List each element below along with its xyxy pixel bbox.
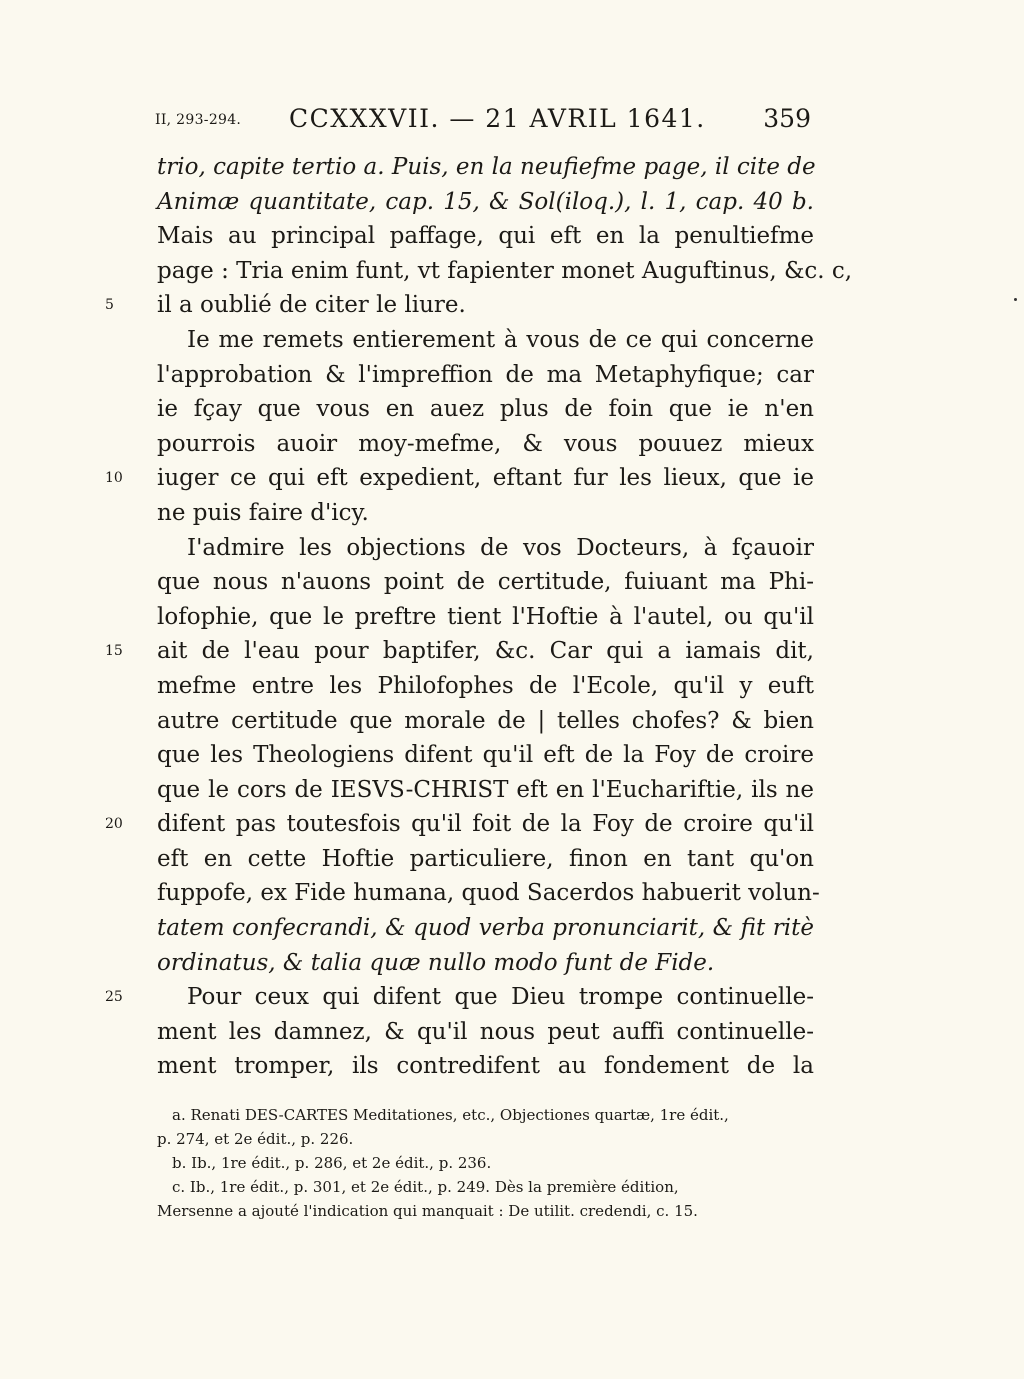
- margin-speck: [1014, 298, 1017, 301]
- header-title: CCXXXVII. — 21 AVRIL 1641.: [289, 104, 706, 133]
- line-text: ne puis faire d'icy.: [157, 499, 369, 526]
- footnotes: [157, 1103, 814, 1223]
- line-text: tatem confecrandi, & quod verba pronunciarit, & fit ritè: [157, 915, 814, 942]
- text-line: [157, 911, 814, 946]
- footnote-b: b. Ib., 1re édit., p. 286, et 2e édit., p. 236.: [172, 1154, 492, 1172]
- line-text: I'admire les objections de vos Docteurs, à fçauoir: [187, 534, 814, 561]
- text-line: [157, 946, 814, 981]
- text-line: [105, 807, 814, 842]
- main-text: [105, 150, 853, 1084]
- line-text: autre certitude que morale de | telles chofes? & bien: [157, 707, 814, 734]
- text-line: [157, 254, 853, 289]
- line-text: ordinatus, & talia quæ nullo modo funt de Fide.: [157, 949, 715, 976]
- page-number: 359: [763, 104, 811, 133]
- line-text: que nous n'auons point de certitude, fuiuant ma Phi-: [157, 569, 814, 596]
- line-text: ie fçay que vous en auez plus de foin que ie n'en: [157, 396, 814, 423]
- text-line: [157, 392, 814, 427]
- line-text: Ie me remets entierement à vous de ce qui concerne: [187, 326, 814, 353]
- text-line: [105, 461, 814, 496]
- line-number: 25: [105, 989, 123, 1006]
- text-line: [157, 427, 814, 462]
- line-text: l'approbation & l'impreffion de ma Metaphyfique; car: [157, 361, 814, 388]
- line-text: Animæ quantitate, cap. 15, & Sol(iloq.), l. 1, cap. 40 b.: [157, 188, 814, 215]
- text-line: [157, 600, 814, 635]
- footnote-c: c. Ib., 1re édit., p. 301, et 2e édit., p. 249. Dès la première édition,: [172, 1178, 679, 1196]
- text-line: [157, 876, 820, 911]
- line-number: 15: [105, 643, 123, 660]
- text-line: [157, 496, 814, 531]
- line-text: difent pas toutesfois qu'il foit de la Foy de croire qu'il: [157, 811, 814, 838]
- text-line: [157, 704, 814, 739]
- text-line: [157, 358, 814, 393]
- line-text: ment les damnez, & qu'il nous peut auffi continuelle-: [157, 1018, 814, 1045]
- line-text: eft en cette Hoftie particuliere, finon en tant qu'on: [157, 845, 814, 872]
- line-text: iuger ce qui eft expedient, eftant fur les lieux, que ie: [157, 465, 814, 492]
- text-line: [157, 219, 814, 254]
- text-line: [157, 150, 814, 185]
- line-text: que les Theologiens difent qu'il eft de la Foy de croire: [157, 742, 814, 769]
- text-line: [157, 323, 814, 358]
- text-line: [157, 1015, 814, 1050]
- text-line: [157, 565, 814, 600]
- text-line: [157, 669, 814, 704]
- text-line: [157, 531, 814, 566]
- text-line: [157, 842, 814, 877]
- line-number: 10: [105, 470, 123, 487]
- line-text: ait de l'eau pour baptifer, &c. Car qui a iamais dit,: [157, 638, 814, 665]
- text-line: [105, 634, 814, 669]
- line-text: page : Tria enim funt, vt fapienter monet Auguftinus, &c. c,: [157, 257, 853, 284]
- footnote-a: a. Renati DES-CARTES Meditationes, etc., Objectiones quartæ, 1re édit.,: [172, 1106, 729, 1124]
- text-line: [157, 185, 814, 220]
- line-number: 20: [105, 816, 123, 833]
- line-text: lofophie, que le preftre tient l'Hoftie à l'autel, ou qu'il: [157, 603, 814, 630]
- line-text: fuppofe, ex Fide humana, quod Sacerdos habuerit volun-: [157, 880, 820, 907]
- footnote-c-continued: Mersenne a ajouté l'indication qui manquait : De utilit. credendi, c. 15.: [157, 1202, 698, 1220]
- line-text: mefme entre les Philofophes de l'Ecole, qu'il y euft: [157, 672, 814, 699]
- running-header: [155, 104, 815, 138]
- footnote-a-continued: p. 274, et 2e édit., p. 226.: [157, 1130, 354, 1148]
- text-line: [157, 1049, 814, 1084]
- text-line: [105, 980, 814, 1015]
- line-text: que le cors de IESVS-CHRIST eft en l'Euchariftie, ils ne: [157, 776, 814, 803]
- text-line: [105, 288, 814, 323]
- line-text: trio, capite tertio a. Puis, en la neufiefme page, il cite de: [157, 154, 816, 180]
- text-line: [157, 738, 814, 773]
- line-text: pourrois auoir moy-mefme, & vous pouuez mieux: [157, 430, 814, 457]
- header-reference: II, 293-294.: [155, 112, 242, 128]
- line-text: ment tromper, ils contredifent au fondement de la: [157, 1053, 814, 1080]
- line-number: 5: [105, 297, 114, 314]
- line-text: Pour ceux qui difent que Dieu trompe continuelle-: [187, 984, 814, 1011]
- line-text: Mais au principal paffage, qui eft en la penultiefme: [157, 223, 814, 250]
- line-text: il a oublié de citer le liure.: [157, 292, 466, 319]
- text-line: [157, 773, 814, 808]
